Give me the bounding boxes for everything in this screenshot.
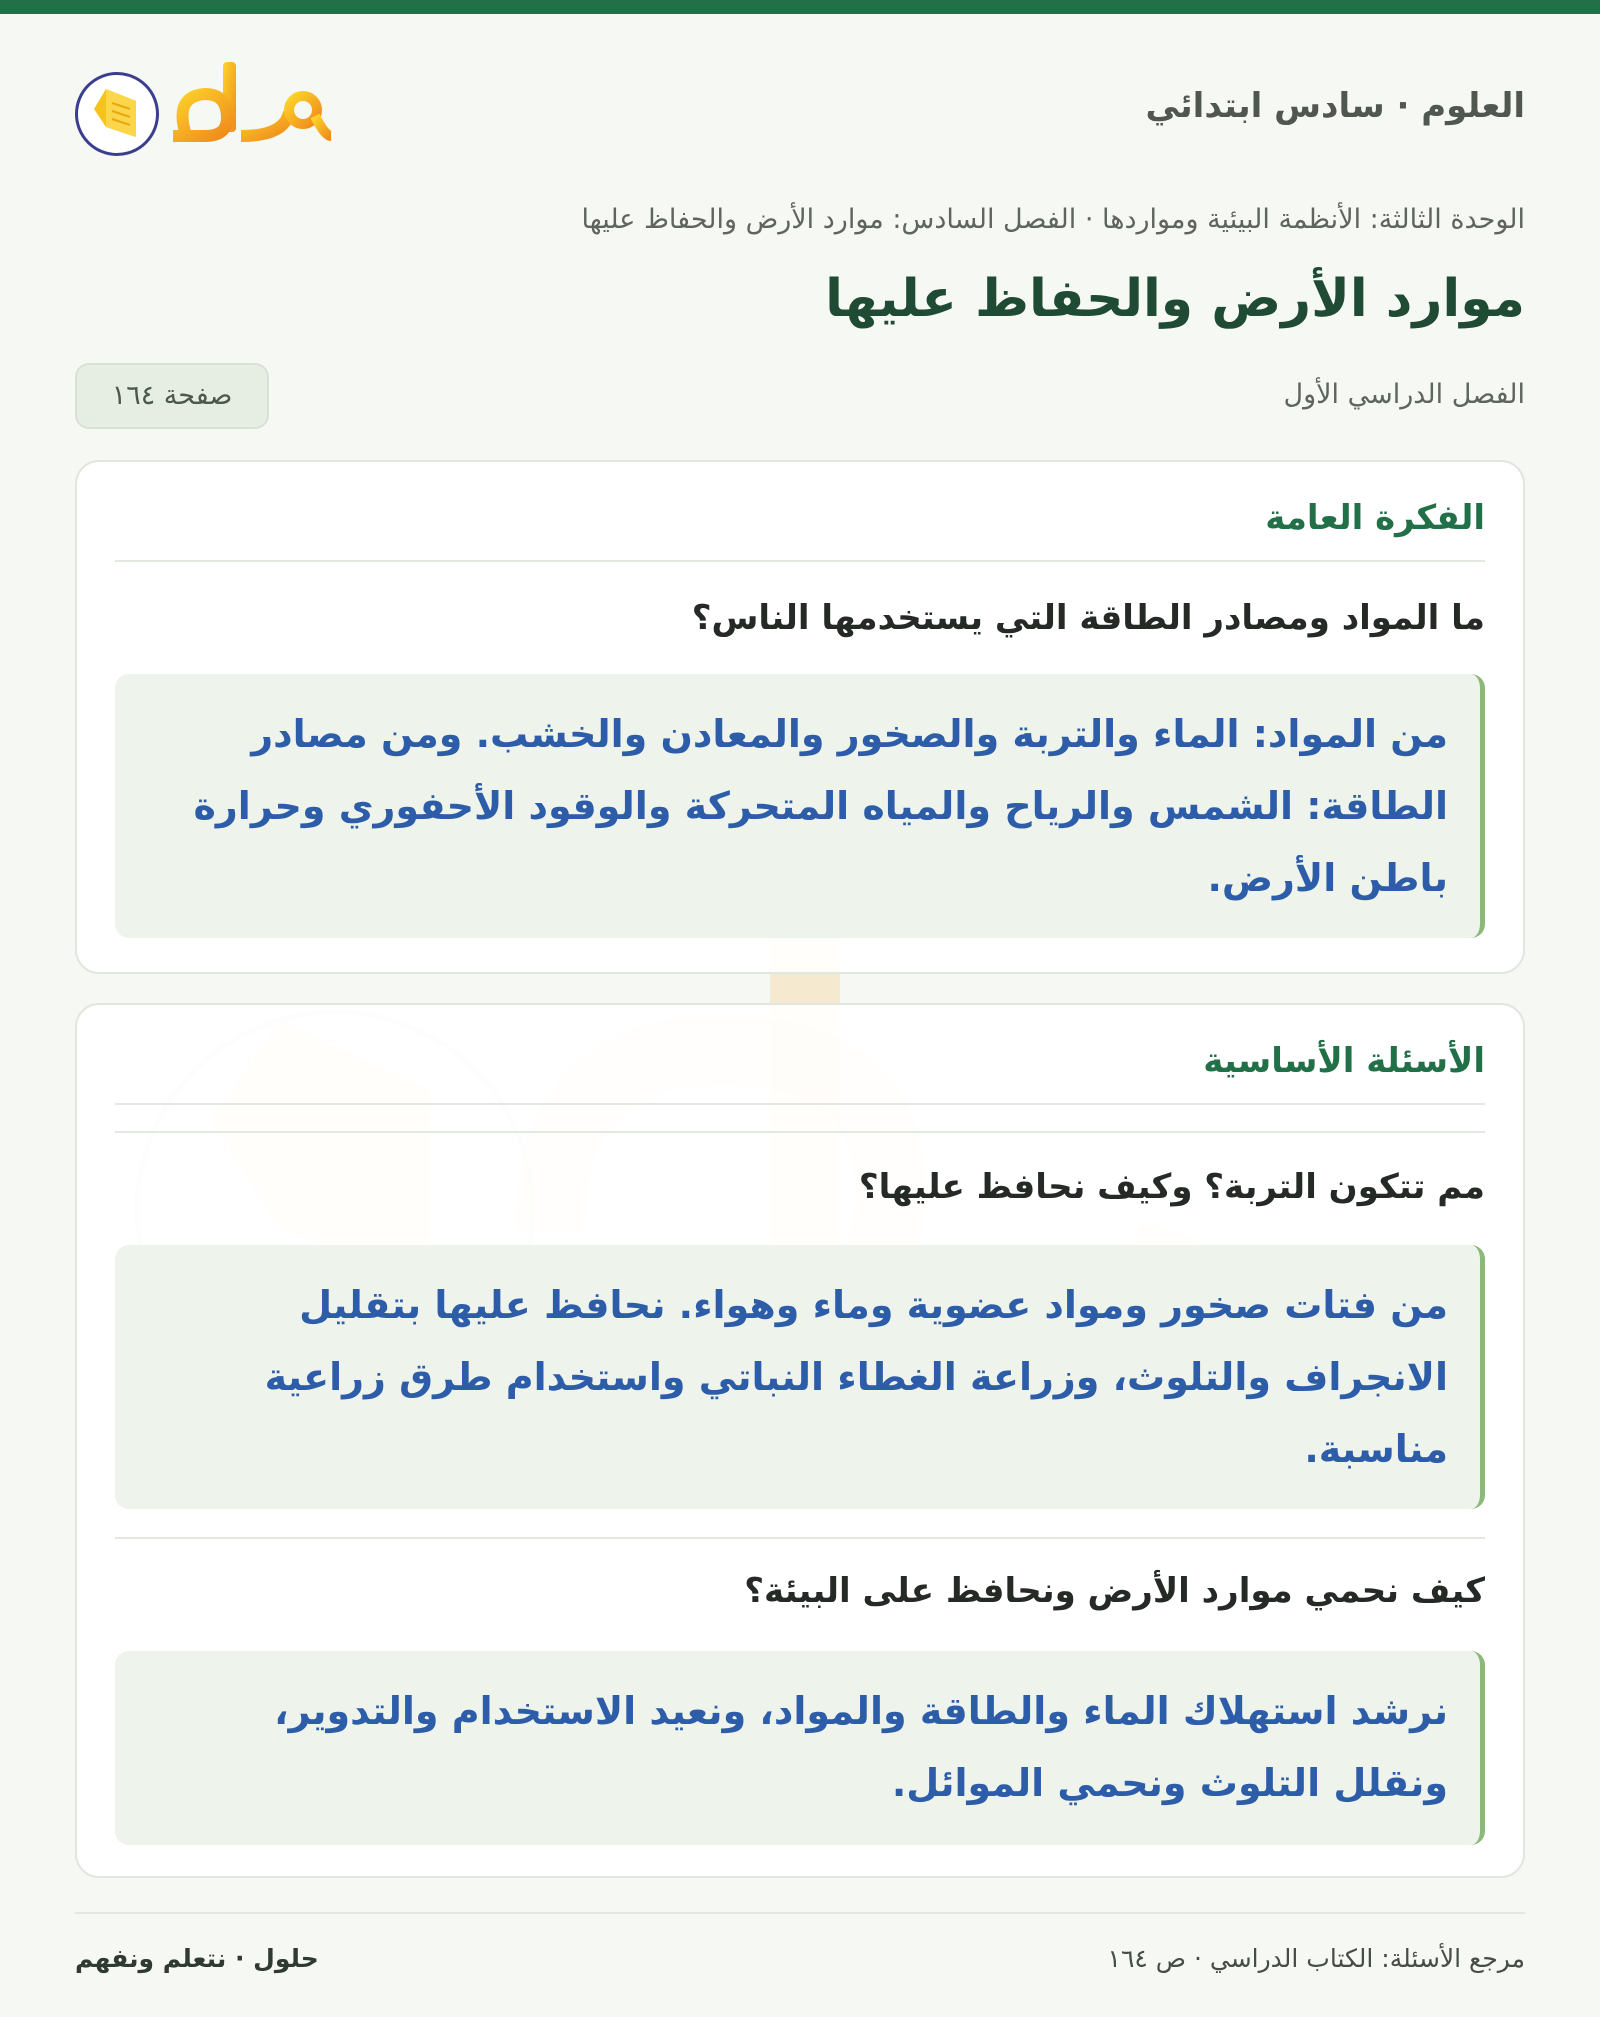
big-idea-card	[75, 460, 1525, 974]
subject-label: العلوم · سادس ابتدائي	[1145, 86, 1525, 126]
page-number-badge: صفحة ١٦٤	[75, 363, 269, 429]
term-label: الفصل الدراسي الأول	[1283, 379, 1525, 410]
divider	[115, 1131, 1485, 1133]
big-idea-answer: من المواد: الماء والتربة والصخور والمعادن والخشب. ومن مصادر الطاقة: الشمس والرياح والمياه المتحركة والوقود الأحفوري وحرارة باطن الأرض.	[115, 674, 1485, 938]
footer-divider	[75, 1912, 1525, 1914]
brand-logo[interactable]	[75, 54, 335, 164]
meta-row	[75, 363, 1525, 431]
essential-answer-2: نرشد استهلاك الماء والطاقة والمواد، ونعيد الاستخدام والتدوير، ونقلل التلوث ونحمي الموائل.	[115, 1651, 1485, 1845]
footer-brand: حلول · نتعلم ونفهم	[75, 1944, 319, 1973]
top-accent-bar	[0, 0, 1600, 14]
essential-answer-1: من فتات صخور ومواد عضوية وماء وهواء. نحافظ عليها بتقليل الانجراف والتلوث، وزراعة الغطاء النباتي واستخدام طرق زراعية مناسبة.	[115, 1245, 1485, 1509]
breadcrumb: الوحدة الثالثة: الأنظمة البيئية ومواردها · الفصل السادس: موارد الأرض والحفاظ عليها	[581, 204, 1525, 235]
essential-question-1: مم تتكون التربة؟ وكيف نحافظ عليها؟	[858, 1167, 1485, 1207]
big-idea-question: ما المواد ومصادر الطاقة التي يستخدمها الناس؟	[691, 598, 1485, 638]
footer-reference: مرجع الأسئلة: الكتاب الدراسي · ص ١٦٤	[1107, 1944, 1525, 1973]
divider	[115, 1537, 1485, 1539]
big-idea-heading: الفكرة العامة	[1265, 498, 1485, 538]
divider	[115, 1103, 1485, 1105]
essential-question-2: كيف نحمي موارد الأرض ونحافظ على البيئة؟	[744, 1571, 1485, 1611]
book-icon	[75, 72, 159, 156]
page-title: موارد الأرض والحفاظ عليها	[825, 269, 1525, 329]
essential-questions-card	[75, 1003, 1525, 1878]
logo-wordmark	[165, 56, 335, 156]
essential-questions-heading: الأسئلة الأساسية	[1203, 1041, 1485, 1081]
page-header	[75, 14, 1525, 164]
divider	[115, 560, 1485, 562]
